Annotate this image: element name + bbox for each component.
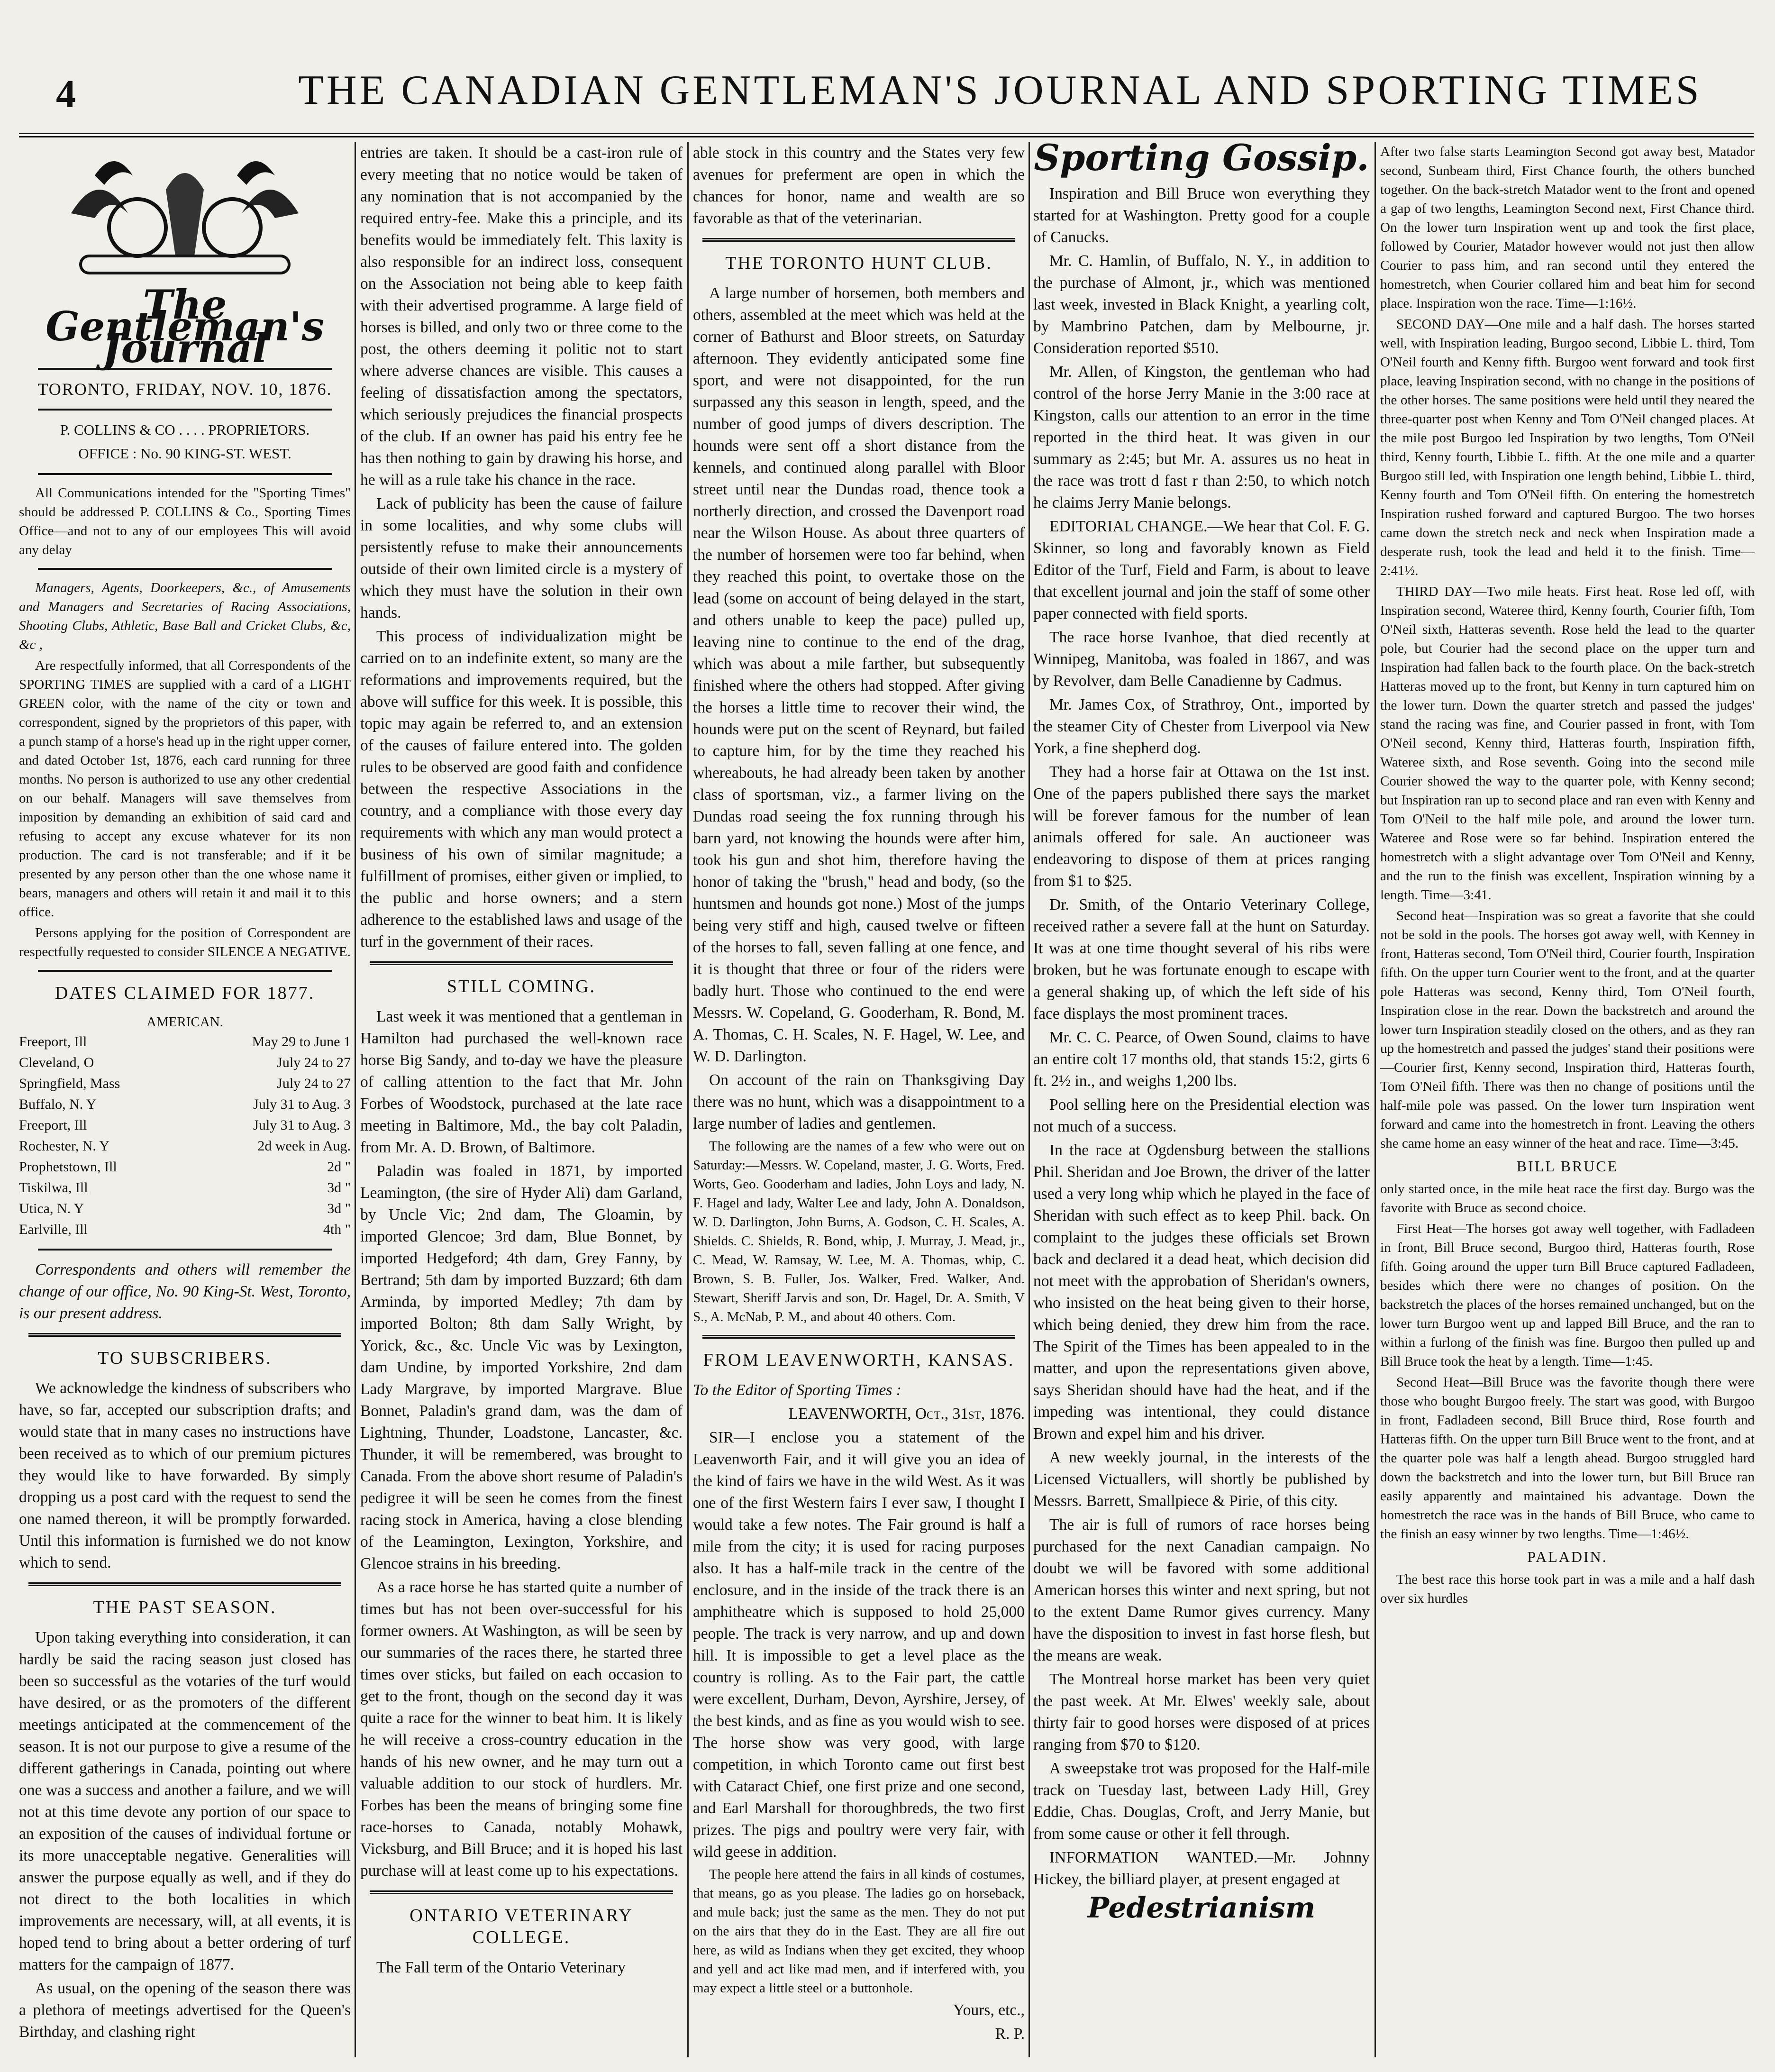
list-item: Earlville, Ill 4th " [19, 1222, 351, 1237]
column-3 [693, 142, 1025, 2057]
correspondent-notice: Persons applying for the position of Correspondent are respectfully requested to consider SILENCE A NEGATIVE. [19, 925, 351, 959]
divider [38, 970, 332, 972]
gossip-item: The air is full of rumors of race horses being purchased for the next Canadian campaign. No doubt we will be favored with some additional American horses this winter and next spring, but not to the extent Dame Rumor gives currency. Many have the disposition to invest in fast horse flesh, but the means are weak. [1033, 1516, 1370, 1664]
column-2 [360, 142, 683, 2057]
gossip-item: Dr. Smith, of the Ontario Veterinary College, received rather a severe fall at the hunt on Saturday. It was at one time thought several of his ribs were broken, but he was fortunate enough to escape with a general shaking up, of which the left side of his face displays the most prominent traces. [1033, 896, 1370, 1022]
gossip-item: The race horse Ivanhoe, that died recently at Winnipeg, Manitoba, was foaled in 1867, and was by Revolver, dam Belle Canadienne by Cadmus. [1033, 629, 1370, 690]
list-item: Prophetstown, Ill 2d " [19, 1159, 351, 1175]
bill-bruce-heading: BILL BRUCE [1516, 1158, 1619, 1175]
dates-heading: DATES CLAIMED FOR 1877. [55, 983, 315, 1003]
masthead: The Gentleman's Journal [46, 281, 324, 372]
column-5 [1380, 142, 1755, 2057]
veterinary-heading: ONTARIO VETERINARY COLLEGE. [410, 1906, 633, 1947]
managers-notice: Are respectfully informed, that all Correspondents of the SPORTING TIMES are supplied with a card of a LIGHT GREEN color, with the name of the city or town and correspondent, signed by the proprietors of this paper, with a punch stamp of a horse's head up in the right upper corner, and dated October 1st, 1876, each card running for three months. No person is authorized to use any other credential on our behalf. Managers will save themselves from imposition by demanding an exhibition of said card and refusing to accept any excuse whatever for its non production. The card is not transferable; and if it be presented by any person other than the one whose name it bears, managers and others will retain it and mail it to this office. [19, 658, 351, 920]
office-address: OFFICE : No. 90 KING-ST. WEST. [78, 445, 291, 462]
race-report: SECOND DAY—One mile and a half dash. The horses started well, with Inspiration leading, Burgoo second, Libbie L. third, Tom O'Neil fourth and Kenny fifth. Burgoo went forward and took first place, leaving Inspiration second, with no change in the positions of the other horses. The same positions were held until they neared the three-quarter post when Kenny and Tom O'Neil changed places. At the mile post Burgoo led Inspiration by two lengths, Tom O'Neil third, Kenny fourth, Libbie L. fifth. At the one mile and a quarter Burgoo still led, with Inspiration one length behind, Libbie L. third, Kenny fourth and Tom O'Neil fifth. On entering the homestretch Inspiration rushed forward and captured Burgoo. The two horses came down the stretch neck and neck when Inspiration made a desperate rush, took the lead and held it to the finish. Time—2:41½. [1380, 317, 1755, 578]
pedestrianism-heading: Pedestrianism [1087, 1891, 1316, 1925]
paladin-heading: PALADIN. [1527, 1548, 1608, 1565]
gossip-item: Mr. C. Hamlin, of Buffalo, N. Y., in addition to the purchase of Almont, jr., which was mentioned last week, invested in Black Knight, a yearling colt, by Mambrino Patchen, dam by Melbourne, jr. Consideration reported $510. [1033, 252, 1370, 357]
article-paragraph: As a race horse he has started quite a number of times but has not been over-successful for his former owners. At Washington, as will be seen by our summaries of the races there, he started three times over sticks, but failed on each occasion to get to the front, though on the second day it was quite a race for the winner to beat him. It is likely he will receive a cross-country education in the hands of his new owner, and he may turn out a valuable addition to our stock of hurdlers. Mr. Forbes has been the means of bringing some fine race-horses to Canada, notably Mohawk, Vicksburg, and Bill Bruce; and it is hoped his last purchase will at least come up to his expectations. [360, 1579, 683, 1880]
article-paragraph: able stock in this country and the States very few avenues for preferment are open in which the chances for honor, name and wealth are so favorable as that of the veterinarian. [693, 144, 1025, 227]
gossip-item: Mr. James Cox, of Strathroy, Ont., imported by the steamer City of Chester from Liverpool via New York, a fine shepherd dog. [1033, 696, 1370, 757]
divider [38, 568, 332, 570]
list-item: Utica, N. Y 3d " [19, 1201, 351, 1216]
sporting-gossip-heading: Sporting Gossip. [1034, 142, 1369, 179]
divider [702, 238, 1015, 242]
article-paragraph: entries are taken. It should be a cast-iron rule of every meeting that no notice would be taken of any nomination that is not accompanied by the required entry-fee. Make this a principle, and its benefits would be immediately felt. This laxity is also responsible for an indirect loss, consequent on the Association not being able to keep faith with their advertised programme. A large field of horses is billed, and only two or three come to the post, the others deeming it politic not to start where adverse chances are visible. This causes a feeling of dissatisfaction among the spectators, which seriously prejudices the financial prospects of the club. If an owner has paid his entry fee he has then nothing to gain by drawing his horse, and he will as a rule take his chance in the race. [360, 144, 683, 489]
crest-logo-icon [52, 147, 318, 289]
subscribers-heading: TO SUBSCRIBERS. [98, 1348, 272, 1368]
article-paragraph: Paladin was foaled in 1871, by imported Leamington, (the sire of Hyder Ali) dam Garland, by Uncle Vic; 2nd dam, The Gloamin, by imported Glencoe; 3rd dam, Blue Bonnet, by imported Hedgeford; 4th dam, Grey Fanny, by Bertrand; 5th dam by imported Buzzard; 6th dam Arminda, by imported Medley; 7th dam by imported Bolton; 8th dam Sally Wright, by Yorick, &c., &c. Uncle Vic was by Lexington, dam Undine, by imported Yorkshire, 2nd dam Lady Margrave, by imported Margrave. Blue Bonnet, Paladin's grand dam, was the dam of Lightning, Thunder, Loadstone, Lancaster, &c. Thunder, it will be remembered, was brought to Canada. From the above short resume of Paladin's pedigree it will be seen he comes from the finest racing stock in America, having a close blending of the Leamington, Lexington, Yorkshire, and Glencoe strains in his breeding. [360, 1162, 683, 1572]
column-rule [687, 142, 689, 2057]
dateline: TORONTO, FRIDAY, NOV. 10, 1876. [37, 380, 332, 399]
gossip-item: Inspiration and Bill Bruce won everything they started for at Washington. Pretty good for a couple of Canucks. [1033, 185, 1370, 246]
race-report: First Heat—The horses got away well together, with Fadladeen in front, Bill Bruce second, Burgoo third, Hatteras fourth, Rose fifth. Going around the upper turn Bill Bruce captured Fadladeen, besides which there were no changes of position. On the backstretch the places of the horses remained unchanged, but on the lower turn Burgoo went up and lapped Bill Bruce, and the ran to within a furlong of the finish was fine. Burgoo then pulled up and Bill Bruce took the heat by a length. Time—1:45. [1380, 1221, 1755, 1369]
column-4 [1033, 142, 1370, 2057]
article-paragraph: A large number of horsemen, both members and others, assembled at the meet which was held at the corner of Bathurst and Bloor streets, on Saturday afternoon. They evidently anticipated some fine sport, and were not disappointed, for the run surpassed any this season in length, speed, and the number of good jumps of divers description. The hounds were sent off a short distance from the kennels, and continued along parallel with Bloor street until near the Dundas road, thence took a northerly direction, and crossed the Davenport road near the Wilson House. As about three quarters of the number of horsemen were too far behind, when they reached this point, to overtake those on the lead (some on account of being delayed in the start, and others unable to keep the pace) pulled up, leaving nine to continue to the end of the drag, which was about a mile farther, but subsequently finished where the others had stopped. After giving the horses a little time to recover their wind, the hounds were put on the scent of Reynard, but failed to capture him, for by the time they reached his whereabouts, he had already been taken by another class of sportsman, viz., a farmer living on the Dundas road seeing the fox running through his barn yard, not knowing the hounds were after him, took his gun and shot him, therefore having the honor of taking the "brush," head and body, (so the huntsmen and hounds got none.) Most of the jumps being very stiff and high, caused twelve or fifteen of the horses to fall, seven falling at one fence, and it is thought that three or four of the riders were badly hurt. Those who continued to the end were Messrs. W. Copeland, G. Gooderham, R. Bond, M. A. Thomas, C. H. Scales, N. F. Hagel, W. Lee, and W. D. Darlington. [693, 284, 1025, 1065]
past-season-heading: THE PAST SEASON. [93, 1597, 277, 1617]
race-report: Second heat—Inspiration was so great a favorite that she could not be sold in the pools. The horses got away well, with Kenney in front, Hatteras second, Tom O'Neil third, Courier fourth, Inspiration fifth. On the upper turn Courier went to the front, and at the quarter pole Hatteras was second, Kenny third, Tom O'Neil fourth, Inspiration close in the rear. Down the backstretch and around the lower turn Inspiration steadily closed on the others, and as they ran up the homestretch and passed the judges' stand their positions were—Courier first, Kenny second, Inspiration third, Hatteras fourth, Tom O'Neil fifth. There was then no change of positions until the half-mile pole was passed. On the lower turn Inspiration went forward and came into the homestretch in front. Leaving the others she came home an easy winner of the heat and race. Time—3:45. [1380, 908, 1755, 1151]
hunt-club-heading: THE TORONTO HUNT CLUB. [725, 253, 992, 273]
list-item: Rochester, N. Y 2d week in Aug. [19, 1138, 351, 1154]
column-rule [1374, 142, 1376, 2057]
subscribers-body: We acknowledge the kindness of subscribers who have, so far, accepted our subscription drafts; and would state that in many cases no instructions have been received as to which of our premium pictures they would like to have forwarded. By simply dropping us a post card with the request to send the one named thereon, it will be promptly forwarded. Until this information is furnished we do not know which to send. [19, 1379, 351, 1571]
article-paragraph: The people here attend the fairs in all kinds of costumes, that means, go as you please. The ladies go on horseback, and mule back; just the same as the men. They do not put on the airs that they do in the East. They are all fire out here, as wild as Indians when they get excited, they whoop and yell and act like mad men, and if interfered with, you may expect a little steel or a buttonhole. [693, 1867, 1025, 1996]
list-item: Freeport, Ill July 31 to Aug. 3 [19, 1117, 351, 1133]
race-report: Second Heat—Bill Bruce was the favorite though there were those who bought Burgoo freely. The start was good, with Burgoo in front, Fadladeen second, Bill Bruce third, Rose fourth and Hatteras fifth. On the upper turn Bill Bruce went to the front, and at the quarter pole was half a length ahead. Burgoo struggled hard down the backstretch and into the lower turn, but Bill Bruce ran easily apparently and maintained his advantage. Down the homestretch the race was in the hands of Bill Bruce, who came to the finish an easy winner by two lengths. Time—1:46½. [1380, 1375, 1755, 1542]
divider [370, 961, 673, 965]
newspaper-title: THE CANADIAN GENTLEMAN'S JOURNAL AND SPORTING TIMES [298, 67, 1702, 113]
divider [28, 1333, 341, 1337]
divider [370, 1890, 673, 1894]
gossip-item: INFORMATION WANTED.—Mr. Johnny Hickey, the billiard player, at present engaged at [1033, 1849, 1370, 1888]
gossip-item: Mr. Allen, of Kingston, the gentleman who had control of the horse Jerry Manie in the 3:00 race at Kingston, calls our attention to an error in the time reported in the third heat. It was given in our summary as 2:45; but Mr. A. assures us no heat in the race was trott d fast r than 2:50, to which notch he claims Jerry Manie belongs. [1033, 363, 1370, 511]
list-item: Cleveland, O July 24 to 27 [19, 1055, 351, 1070]
race-report: After two false starts Leamington Second got away best, Matador second, Sunbeam third, First Chance fourth, the others bunched together. On the back-stretch Matador went to the front and opened a gap of two lengths, Leamington Second next, First Chance third. On the lower turn Inspiration went up and took the first place, followed by Courier, Matador however would not just then allow Courier to pass him, and ran second until they entered the homestretch, when Courier collared him and beat him for second place. Inspiration won the race. Time—1:16½. [1380, 144, 1755, 311]
managers-heading: Managers, Agents, Doorkeepers, &c., of Amusements and Managers and Secretaries of Racing Associations, Shooting Clubs, Athletic, Base Ball and Cricket Clubs, &c, &c , [19, 580, 351, 652]
article-paragraph: The Fall term of the Ontario Veterinary [376, 1959, 626, 1976]
divider [38, 1249, 332, 1251]
list-item: Springfield, Mass July 24 to 27 [19, 1076, 351, 1091]
gossip-item: The Montreal horse market has been very quiet the past week. At Mr. Elwes' weekly sale, about thirty fair to good horses were disposed of at prices ranging from $70 to $120. [1033, 1670, 1370, 1753]
article-paragraph: On account of the rain on Thanksgiving Day there was no hunt, which was a disappointment to a large number of ladies and gentlemen. [693, 1071, 1025, 1132]
column-1 [19, 142, 351, 2057]
dates-subheading: AMERICAN. [146, 1014, 223, 1030]
list-item: Buffalo, N. Y July 31 to Aug. 3 [19, 1096, 351, 1112]
divider [38, 409, 332, 411]
gossip-item: A sweepstake trot was proposed for the Half-mile track on Tuesday last, between Lady Hill, Grey Eddie, Chas. Douglas, Croft, and Jerry Manie, but from some cause or other it fell through. [1033, 1760, 1370, 1843]
race-report: The best race this horse took part in was a mile and a half dash over six hurdles [1380, 1572, 1755, 1606]
article-paragraph: This process of individualization might be carried on to an indefinite extent, so many are the reformations and improvements required, but the above will suffice for this week. It is possible, this topic may again be referred to, and an extension of the causes of failure entered into. The golden rules to be observed are good faith and confidence between the respective Associations in the country, and a compliance with those every day requirements with which any man would protect a business of his own of similar magnitude; a fulfillment of promises, either given or implied, to the public and horse owners; and a stern adherence to the established laws and usage of the turf in the government of their races. [360, 628, 683, 950]
proprietors: P. COLLINS & CO . . . . PROPRIETORS. [60, 421, 310, 438]
article-paragraph: Lack of publicity has been the cause of failure in some localities, and why some clubs will persistently refuse to make their announcements outside of their own limited circle is a mystery of which they must have the solution in their own hands. [360, 495, 683, 621]
race-report: only started once, in the mile heat race the first day. Burgo was the favorite with Bruce as second choice. [1380, 1181, 1755, 1215]
article-paragraph: Last week it was mentioned that a gentleman in Hamilton had purchased the well-known race horse Big Sandy, and to-day we have the pleasure of calling attention to the fact that Mr. John Forbes of Woodstock, purchased at the late race meeting in Baltimore, Md., the bay colt Paladin, from Mr. A. D. Brown, of Baltimore. [360, 1008, 683, 1156]
divider [702, 1335, 1015, 1339]
column-rule [355, 142, 356, 2057]
page-number: 4 [56, 72, 76, 116]
gossip-item: In the race at Ogdensburg between the stallions Phil. Sheridan and Joe Brown, the driver of the latter used a very long whip which he played in the face of Sheridan with such effect as to keep Phil. back. On complaint to the judges these officials set Brown back and declared it a dead heat, which decision did not meet with the approbation of Sheridan's owners, who insisted on the heat being given to their horse, which being denied, they drew him from the race. The Spirit of the Times has been appealed to in the matter, and upon the representations given above, says Sheridan should have had the heat, and if the impeding was intentional, they could distance Brown and expel him and his driver. [1033, 1141, 1370, 1442]
list-item: Tiskilwa, Ill 3d " [19, 1180, 351, 1196]
article-paragraph: The following are the names of a few who were out on Saturday:—Messrs. W. Copeland, master, J. G. Worts, Fred. Worts, Geo. Gooderham and ladies, John Loys and lady, N. F. Hagel and lady, Walter Lee and lady, John A. Donaldson, W. D. Darlington, John Burns, A. Godson, C. H. Scales, A. Shields. C. Shields, R. Bond, whip, J. Murray, J. Mead, jr., C. Mead, W. Ramsay, W. Lee, M. A. Thomas, whip, C. Brown, S. B. Fuller, Jos. Walker, Fred. Walker, And. Stewart, Sheriff Jarvis and son, Dr. Hagel, Dr. A. Smith, V S., A. McNab, P. M., and about 40 others. Com. [693, 1139, 1025, 1324]
gossip-item: EDITORIAL CHANGE.—We hear that Col. F. G. Skinner, so long and favorably known as Field Editor of the Turf, Field and Farm, is about to leave that excellent journal and join the staff of some other paper connected with field sports. [1033, 518, 1370, 622]
gossip-item: Pool selling here on the Presidential election was not much of a success. [1033, 1096, 1370, 1135]
communications-notice: All Communications intended for the "Sporting Times" should be addressed P. COLLINS & Co., Sporting Times Office—and not to any of our employees This will avoid any delay [19, 485, 351, 557]
past-season-body: Upon taking everything into consideration, it can hardly be said the racing season just closed has been so successful as the votaries of the turf would have desired, or as the promoters of the different meetings anticipated at the commencement of the season. It is not our purpose to give a resume of the different gatherings in Canada, pointing out where one was a success and another a failure, and we will not at this time devote any portion of our space to an exposition of the causes of individual fortune or its more unacceptable negative. Generalities will answer the purpose equally as well, and if they do not direct to the both localities in which improvements are necessary, will, at all events, it is hoped tend to bring about a better ordering of turf matters for the campaign of 1877. [19, 1629, 351, 1973]
race-report: THIRD DAY—Two mile heats. First heat. Rose led off, with Inspiration second, Wateree third, Kenny fourth, Courier fifth, Tom O'Neil sixth, Hatteras seventh. Rose held the lead to the quarter pole, but Courier had the second place on the upper turn and Inspiration had fallen back to the fourth place. On the back-stretch Hatteras moved up to the front, but Kenny in turn captured him on the lower turn. Down the quarter stretch and passed the judges' stand the racing was fine, and Courier passed in front, with Tom O'Neil second, Kenny third, Hatteras fourth, Inspiration fifth, Wateree sixth, and Rose seventh. Going into the second mile Courier showed the way to the quarter pole, with Kenny second; but Inspiration ran up to second place and ran even with Kenny and Tom O'Neil to the half mile pole, and around the lower turn. Wateree and Rose were so far behind. Inspiration entered the homestretch with a slight advantage over Tom O'Neil and Kenny, and the run to the finish was excellent, Inspiration winning by a length. Time—3:41. [1380, 584, 1755, 903]
past-season-body-2: As usual, on the opening of the season there was a plethora of meetings advertised for the Queen's Birthday, and clashing right [19, 1980, 351, 2041]
leavenworth-heading: FROM LEAVENWORTH, KANSAS. [703, 1350, 1015, 1370]
column-rule [1029, 142, 1030, 2057]
page-header [19, 62, 1754, 137]
divider [28, 1582, 341, 1586]
gossip-item: A new weekly journal, in the interests of the Licensed Victuallers, will shortly be published by Messrs. Barrett, Smallpiece & Pirie, of this city. [1033, 1449, 1370, 1510]
article-paragraph: SIR—I enclose you a statement of the Leavenworth Fair, and it will give you an idea of the kind of fairs we have in the wild West. As it was one of the first Western fairs I ever saw, I thought I would take a few notes. The Fair ground is half a mile from the city; it is used for racing purposes also. It has a half-mile track in the centre of the enclosure, and in the inside of the track there is an amphitheatre which is supposed to hold 25,000 people. The track is very narrow, and up and down hill. It is impossible to get a level place as the country is rolling. As to the Fair part, the cattle were excellent, Durham, Devon, Ayrshire, Jersey, of the best kinds, and as fine as you would wish to see. The horse show was very good, with large competition, in which Toronto came out first best with Cataract Chief, one first prize and one second, and Earl Marshall for thoroughbreds, the two first prizes. The pigs and poultry were very fair, with wild geese in addition. [693, 1429, 1025, 1861]
still-coming-heading: STILL COMING. [446, 977, 596, 996]
change-of-office-note: Correspondents and others will remember the change of our office, No. 90 King-St. West, Toronto, is our present address. [19, 1261, 351, 1322]
divider [38, 473, 332, 475]
gossip-item: They had a horse fair at Ottawa on the 1st inst. One of the papers published there says the market will be forever famous for the number of lean animals offered for sale. An auctioneer was endeavoring to dispose of them at prices ranging from $1 to $25. [1033, 763, 1370, 890]
letter-salutation: To the Editor of Sporting Times : [693, 1381, 901, 1399]
list-item: Freeport, Ill May 29 to June 1 [19, 1034, 351, 1050]
letter-dateline: LEAVENWORTH, Oct., 31st, 1876. [788, 1405, 1025, 1423]
letter-signoff: Yours, etc., [953, 2001, 1025, 2019]
gossip-item: Mr. C. C. Pearce, of Owen Sound, claims to have an entire colt 17 months old, that stands 15:2, girts 6 ft. 2½ in., and weighs 1,200 lbs. [1033, 1029, 1370, 1090]
dates-list [19, 1031, 351, 1240]
letter-signature: R. P. [995, 2025, 1025, 2043]
